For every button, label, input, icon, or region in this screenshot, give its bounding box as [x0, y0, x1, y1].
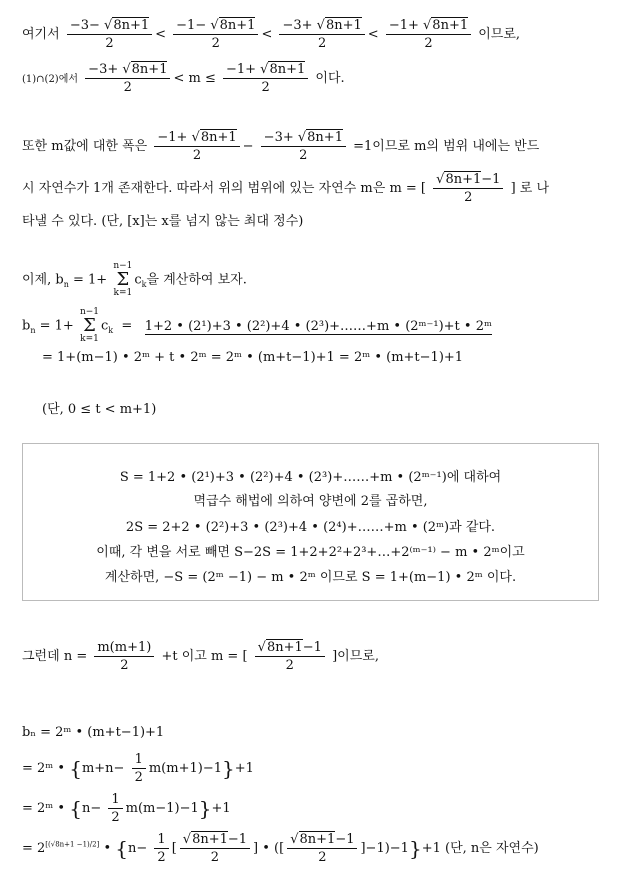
line13-suffix: +1: [211, 801, 231, 816]
bn-final-4: = 2[(√8n+1 −1)/2] • {n− $\frac{1}{2}$ [ $\frac{√8n+1-1}{2}$ ] • ([ $\frac{√8n+1-1}{2}$ ]−1)−1}+1 (단, n은 자연수): [22, 832, 539, 865]
however-line: 그런데 n = $\frac{m(m+1)}{2}$ +t 이고 m = [ $\frac{√8n+1-1}{2}$ ]이므로,: [22, 640, 379, 673]
line1-suffix: 이므로,: [478, 27, 521, 42]
t-range-line: [42, 398, 156, 417]
line10-suffix: ]이므로,: [332, 649, 379, 664]
line3-suffix: =1이므로 m의 범위 내에는 반드: [353, 139, 540, 154]
bn-result-line: [42, 350, 463, 365]
line8-text: = 1+(m−1) • 2ᵐ + t • 2ᵐ = 2ᵐ • (m+t−1)+1 = 2ᵐ • (m+t−1)+1: [42, 350, 464, 365]
box-line-4: 이때, 각 변을 서로 빼면 S−2S = 1+2+2²+2³+…+2⁽ᵐ⁻¹⁾ − m • 2ᵐ이고: [96, 545, 525, 560]
line12-suffix: +1: [234, 761, 254, 776]
box-line-5: 계산하면, −S = (2ᵐ −1) − m • 2ᵐ 이므로 S = 1+(m−1) • 2ᵐ 이다.: [104, 570, 517, 585]
line11-text: bₙ = 2ᵐ • (m+t−1)+1: [22, 725, 165, 740]
line4-text: 시 자연수가 1개 존재한다. 따라서 위의 범위에 있는 자연수 m은 m = [: [22, 181, 427, 196]
inequality-line-1: 여기서 $\frac{-3- √8n+1}{2}$ < $\frac{-1- √8n+1}{2}$ < $\frac{-3+ √8n+1}{2}$ < $\frac{-1+ √8n+1}{2}$ 이므로,: [22, 18, 521, 51]
width-line: 또한 m값에 대한 폭은 $\frac{-1+ √8n+1}{2}$ − $\frac{-3+ √8n+1}{2}$ =1이므로 m의 범위 내에는 반드: [22, 130, 540, 163]
bn-expansion-line: $b_n = 1+$ n−1 Σ k=1 $c_k = 1+2$ • (2¹)+3 • (2²)+4 • (2³)+……+m • (2ᵐ⁻¹)+t • 2ᵐ: [22, 307, 492, 344]
derivation-box: [22, 443, 599, 601]
box-line-3: 2S = 2+2 • (2²)+3 • (2³)+4 • (2⁴)+……+m • (2ᵐ)과 같다.: [125, 520, 496, 535]
line10-mid: +t 이고 m = [: [161, 649, 248, 664]
bn-final-3: = 2ᵐ • {n− $\frac{1}{2}$ m(m−1)−1}+1: [22, 792, 231, 825]
line10-prefix: 그런데: [22, 649, 60, 664]
line1-prefix: 여기서: [22, 27, 60, 42]
bn-final-1: [22, 725, 164, 740]
line6-prefix: 이제, b: [22, 272, 64, 288]
inequality-line-2: (1)∩(2)에서 $\frac{-3+ √8n+1}{2}$ < m ≤ $\frac{-1+ √8n+1}{2}$ 이다.: [22, 62, 345, 95]
line2-prefix: (1)∩(2)에서: [22, 74, 79, 85]
box-line-1: S = 1+2 • (2¹)+3 • (2²)+4 • (2³)+……+m • (2ᵐ⁻¹)에 대하여: [119, 470, 502, 485]
box-line-2: 멱급수 해법에 의하여 양변에 2를 곱하면,: [193, 494, 428, 509]
floor-note-line: [22, 210, 303, 229]
line3-prefix: 또한 m값에 대한 폭은: [22, 139, 148, 154]
bn-final-2: = 2ᵐ • {m+n− $\frac{1}{2}$ m(m+1)−1}+1: [22, 752, 254, 785]
line4-suffix: ] 로 나: [510, 181, 550, 196]
bn-definition-line: 이제, $b_n = 1+$ n−1 Σ k=1 $c_k$을 계산하여 보자.: [22, 261, 247, 298]
line14-suffix: +1 (단, n은 자연수): [421, 841, 539, 856]
line13-text: = 2ᵐ •: [22, 801, 66, 816]
line5-text: 타낼 수 있다. (단, [x]는 x를 넘지 않는 최대 정수): [22, 214, 304, 229]
line9-text: (단, 0 ≤ t < m+1): [42, 402, 157, 417]
line6-suffix: 을 계산하여 보자.: [146, 272, 247, 288]
natural-number-line: 시 자연수가 1개 존재한다. 따라서 위의 범위에 있는 자연수 m은 m = [ $\frac{√8n+1-1}{2}$ ] 로 나: [22, 172, 550, 205]
bn-series: 1+2 • (2¹)+3 • (2²)+4 • (2³)+……+m • (2ᵐ⁻¹)+t • 2ᵐ: [144, 318, 492, 334]
line2-suffix: 이다.: [315, 71, 345, 86]
line12-text: = 2ᵐ •: [22, 761, 66, 776]
